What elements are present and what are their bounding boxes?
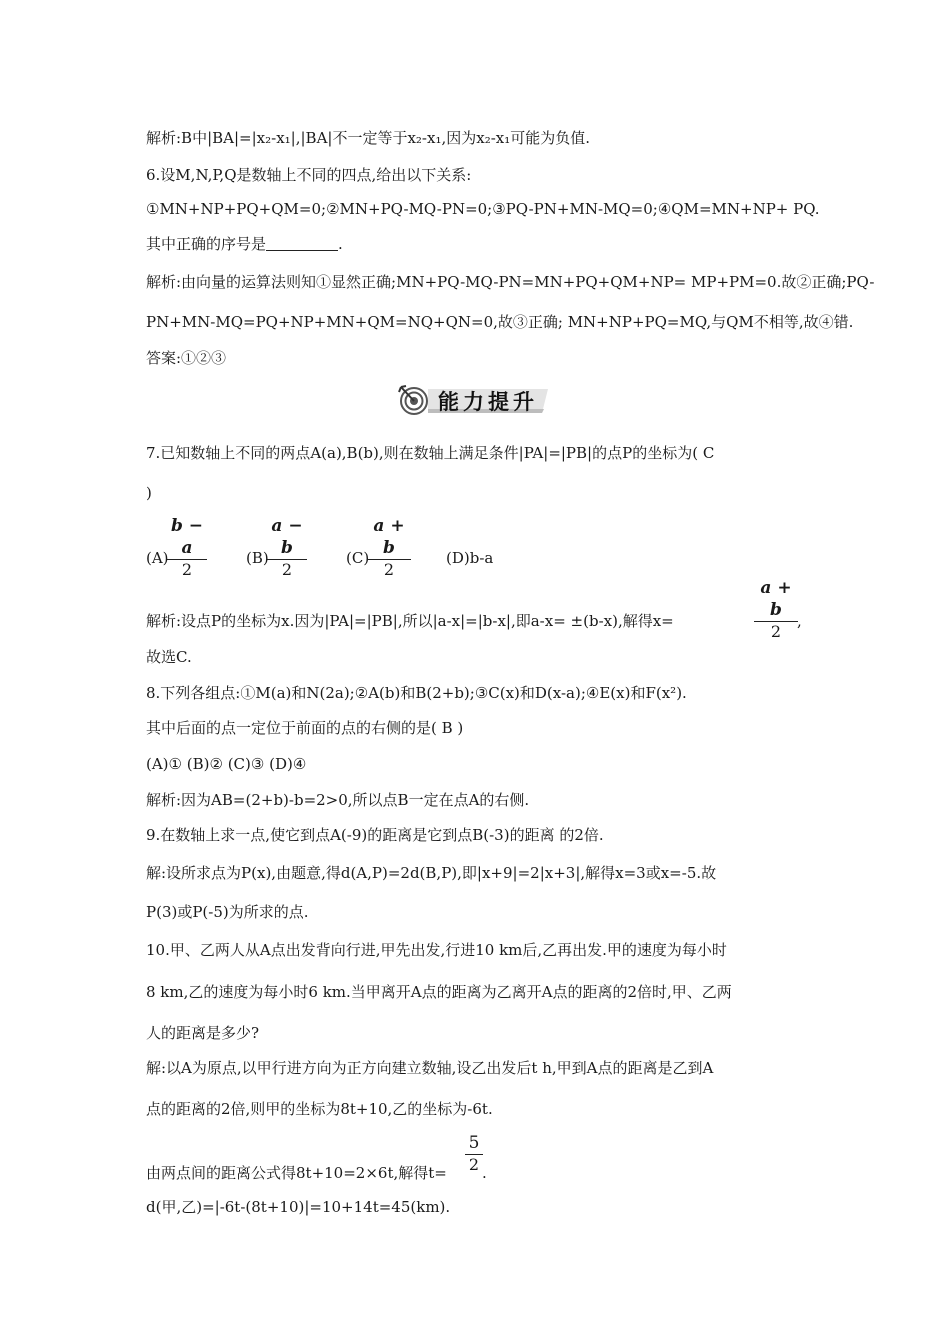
q10-solution-line2: 点的距离的2倍,则甲的坐标为8t+10,乙的坐标为-6t. bbox=[146, 1100, 493, 1118]
q6-options: ①MN+NP+PQ+QM=0;②MN+PQ-MQ-PN=0;③PQ-PN+MN-MQ=0;④QM=MN+NP+ PQ. bbox=[146, 200, 820, 218]
q6-question-text: 其中正确的序号是 bbox=[146, 235, 267, 253]
fraction-option-b bbox=[267, 515, 307, 580]
q7-option-d: (D)b-a bbox=[446, 549, 494, 567]
q9-stem: 9.在数轴上求一点,使它到点A(-9)的距离是它到点B(-3)的距离 的2倍. bbox=[146, 826, 604, 844]
q8-question: 其中后面的点一定位于前面的点的右侧的是( B ) bbox=[146, 719, 464, 737]
q10-solution-line1: 解:以A为原点,以甲行进方向为正方向建立数轴,设乙出发后t h,甲到A点的距离是乙到A bbox=[146, 1059, 714, 1077]
q9-solution-line2: P(3)或P(-5)为所求的点. bbox=[146, 903, 309, 921]
fraction-denominator: 2 bbox=[281, 560, 293, 579]
fraction-denominator: 2 bbox=[770, 622, 782, 641]
q6-solution-line2: PN+MN-MQ=PQ+NP+MN+QM=NQ+QN=0,故③正确; MN+NP+PQ=MQ,与QM不相等,故④错. bbox=[146, 313, 854, 331]
fraction-numerator: a + b bbox=[373, 516, 405, 558]
q7-option-b-label: (B) bbox=[246, 549, 269, 567]
fraction-numerator: a + b bbox=[760, 578, 792, 620]
q6-question bbox=[146, 234, 343, 254]
section-title: 能力提升 bbox=[438, 390, 538, 414]
q7-stem: 7.已知数轴上不同的两点A(a),B(b),则在数轴上满足条件|PA|=|PB|的点P的坐标为( C bbox=[146, 444, 715, 462]
q7-option-a-label: (A) bbox=[146, 549, 169, 567]
answer-blank bbox=[266, 236, 338, 251]
q7-solution-line1: 解析:设点P的坐标为x.因为|PA|=|PB|,所以|a-x|=|b-x|,即a-x= ±(b-x),解得x= bbox=[146, 612, 674, 630]
q6-question-end: . bbox=[338, 235, 343, 253]
fraction-t bbox=[465, 1132, 483, 1175]
q7-solution-line2: 故选C. bbox=[146, 648, 192, 666]
q7-stem-close: ) bbox=[146, 484, 152, 502]
q7-solution-comma: , bbox=[797, 612, 802, 630]
q10-stem-line2: 8 km,乙的速度为每小时6 km.当甲离开A点的距离为乙离开A点的距离的2倍时,甲、乙两 bbox=[146, 983, 732, 1001]
q6-answer: 答案:①②③ bbox=[146, 349, 227, 367]
q10-stem-line1: 10.甲、乙两人从A点出发背向行进,甲先出发,行进10 km后,乙再出发.甲的速度为每小时 bbox=[146, 941, 727, 959]
q10-stem-line3: 人的距离是多少? bbox=[146, 1024, 260, 1042]
fraction-option-c bbox=[367, 515, 411, 580]
q6-solution-line1: 解析:由向量的运算法则知①显然正确;MN+PQ-MQ-PN=MN+PQ+QM+NP= MP+PM=0.故②正确;PQ- bbox=[146, 273, 875, 291]
q10-solution-period: . bbox=[482, 1164, 487, 1182]
fraction-numerator: b − a bbox=[170, 516, 204, 558]
fraction-denominator: 2 bbox=[468, 1155, 480, 1174]
q8-solution: 解析:因为AB=(2+b)-b=2>0,所以点B一定在点A的右侧. bbox=[146, 791, 530, 809]
fraction-solution-x bbox=[754, 577, 798, 642]
fraction-denominator: 2 bbox=[181, 560, 193, 579]
q8-stem: 8.下列各组点:①M(a)和N(2a);②A(b)和B(2+b);③C(x)和D(x-a);④E(x)和F(x²). bbox=[146, 684, 687, 702]
q10-solution-line3: 由两点间的距离公式得8t+10=2×6t,解得t= bbox=[146, 1164, 447, 1182]
fraction-numerator: a − b bbox=[271, 516, 303, 558]
q7-option-c-label: (C) bbox=[346, 549, 370, 567]
q10-solution-line4: d(甲,乙)=|-6t-(8t+10)|=10+14t=45(km). bbox=[146, 1198, 451, 1216]
q6-stem: 6.设M,N,P,Q是数轴上不同的四点,给出以下关系: bbox=[146, 166, 472, 184]
q5-solution: 解析:B中|BA|=|x₂-x₁|,|BA|不一定等于x₂-x₁,因为x₂-x₁可能为负值. bbox=[146, 129, 591, 147]
fraction-option-a bbox=[167, 515, 207, 580]
q9-solution-line1: 解:设所求点为P(x),由题意,得d(A,P)=2d(B,P),即|x+9|=2|x+3|,解得x=3或x=-5.故 bbox=[146, 864, 717, 882]
fraction-denominator: 2 bbox=[383, 560, 395, 579]
target-arrow-icon bbox=[399, 386, 427, 414]
fraction-numerator: 5 bbox=[468, 1133, 480, 1153]
q8-options: (A)① (B)② (C)③ (D)④ bbox=[146, 755, 307, 773]
